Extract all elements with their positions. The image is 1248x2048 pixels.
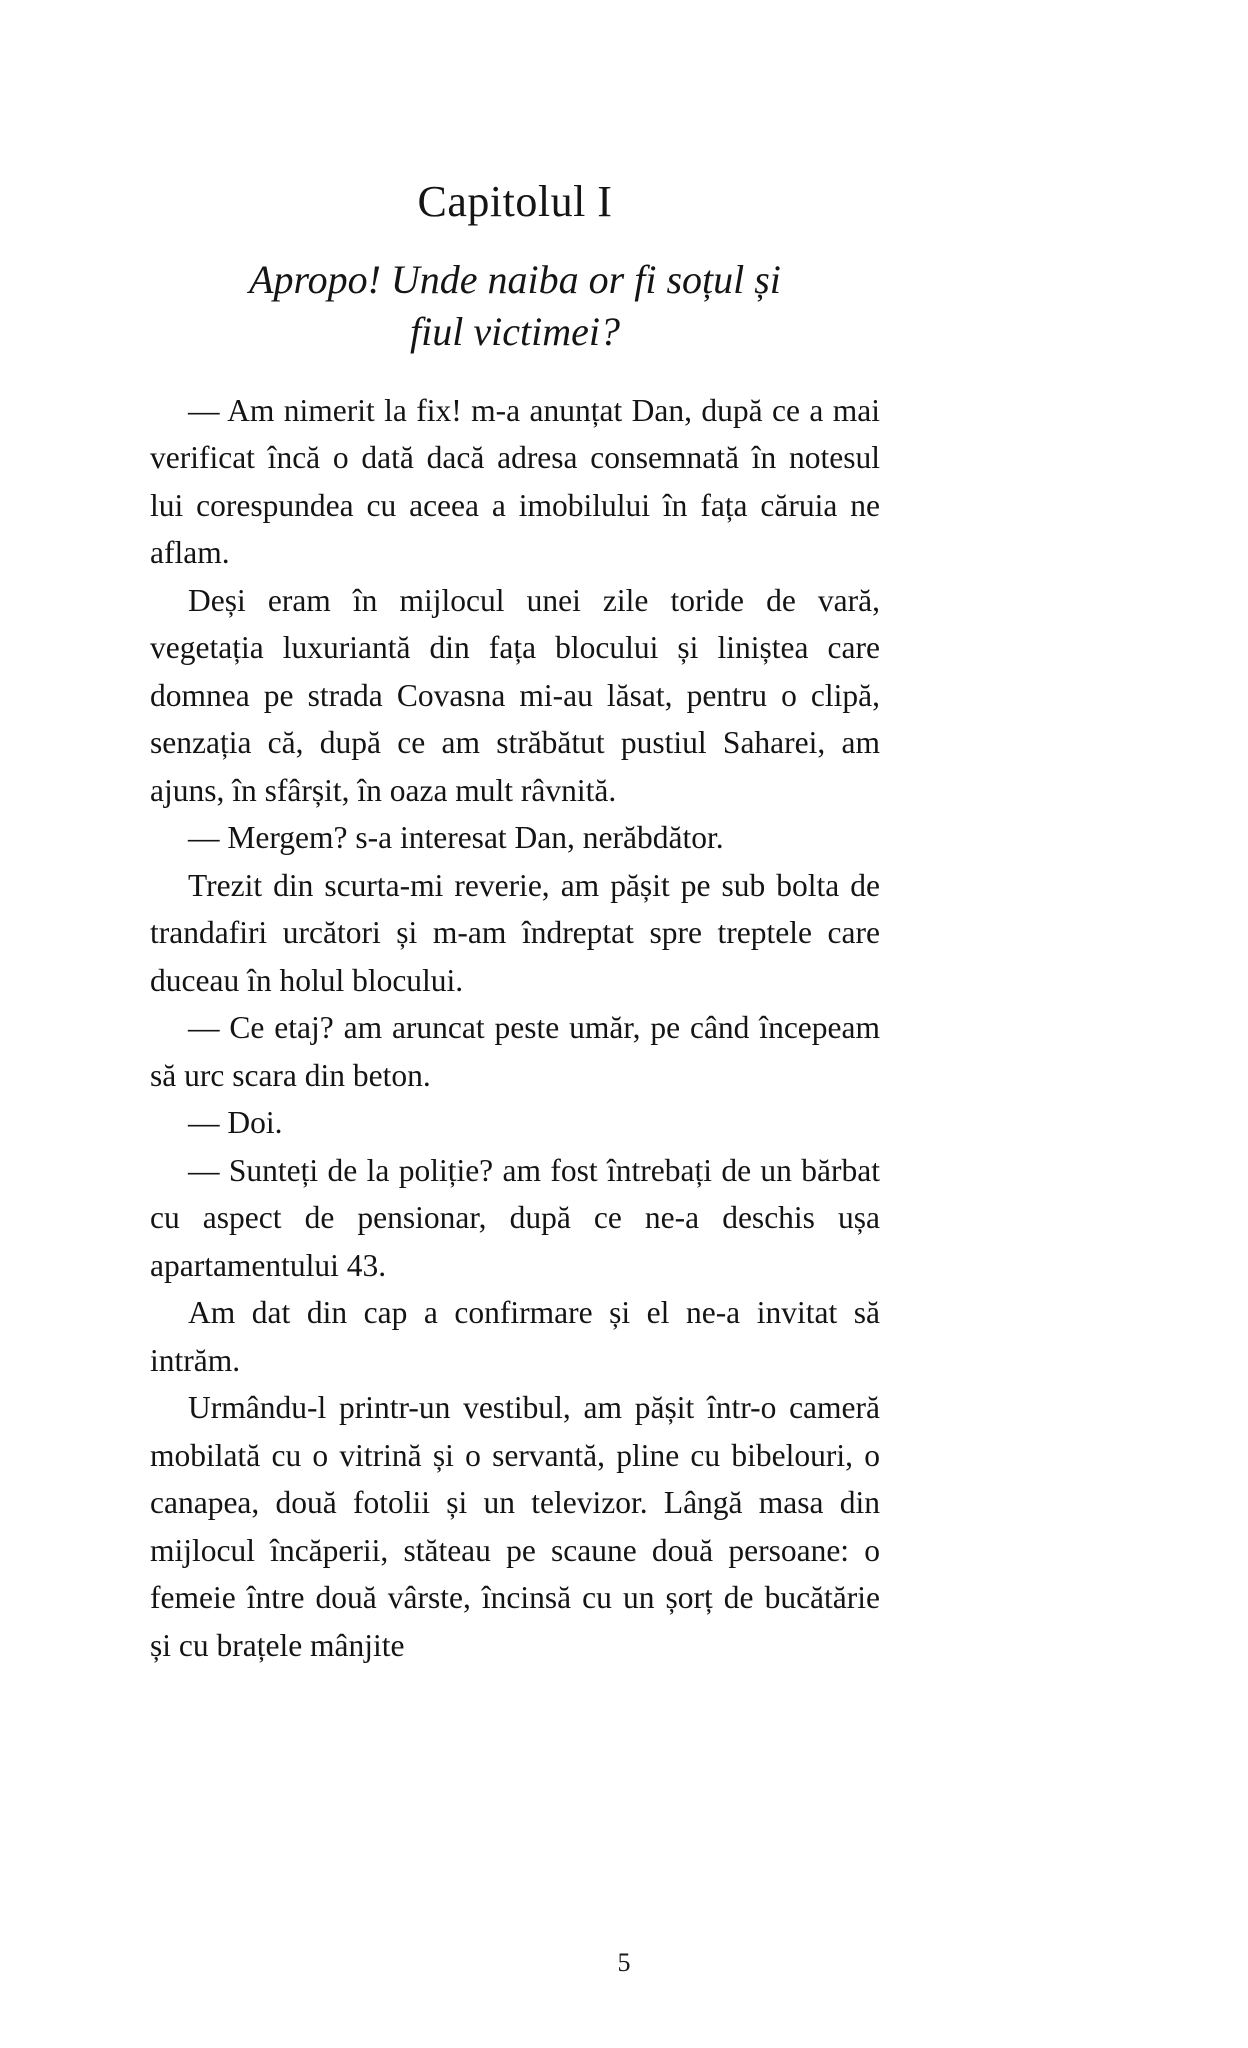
chapter-number-heading: Capitolul I xyxy=(417,177,613,226)
paragraph: Urmându-l printr-un vestibul, am pășit într-o cameră mobilată cu o vitrină și o servantă, pline cu bibelouri, o canapea, două fotolii și un televizor. Lângă masa din mijlocul încăperii, stăteau pe scaune două persoane: o femeie între două vârste, încinsă cu un șorț de bucătărie și cu brațele mânjite xyxy=(150,1390,880,1663)
chapter-title-line-2: fiul victimei? xyxy=(410,308,620,354)
chapter-title xyxy=(150,226,880,356)
page-content xyxy=(150,0,880,1669)
page-number: 5 xyxy=(617,1948,631,1977)
paragraph: — Mergem? s-a interesat Dan, nerăbdător. xyxy=(188,820,724,856)
paragraph: — Sunteți de la poliție? am fost întrebați de un bărbat cu aspect de pensionar, după ce ne-a deschis ușa apartamentului 43. xyxy=(150,1152,880,1283)
body-text-block xyxy=(150,357,880,1670)
paragraph: — Ce etaj? am aruncat peste umăr, pe când începeam să urc scara din beton. xyxy=(150,1010,880,1093)
paragraph: — Doi. xyxy=(188,1105,283,1141)
chapter-title-line-1: Apropo! Unde naiba or fi soțul și xyxy=(249,257,781,303)
paragraph: Deși eram în mijlocul unei zile toride de vară, vegetația luxuriantă din fața blocului și liniștea care domnea pe strada Covasna mi-au lăsat, pentru o clipă, senzația că, după ce am străbătut pustiul Saharei, am ajuns, în sfârșit, în oaza mult râvnită. xyxy=(150,582,880,808)
paragraph: Am dat din cap a confirmare și el ne-a invitat să intrăm. xyxy=(150,1295,880,1378)
paragraph: Trezit din scurta-mi reverie, am pășit pe sub bolta de trandafiri urcători și m-am îndreptat spre treptele care duceau în holul blocului. xyxy=(150,867,880,998)
paragraph: — Am nimerit la fix! m-a anunțat Dan, după ce a mai verificat încă o dată dacă adresa consemnată în notesul lui corespundea cu aceea a imobilului în fața căruia ne aflam. xyxy=(150,392,880,571)
